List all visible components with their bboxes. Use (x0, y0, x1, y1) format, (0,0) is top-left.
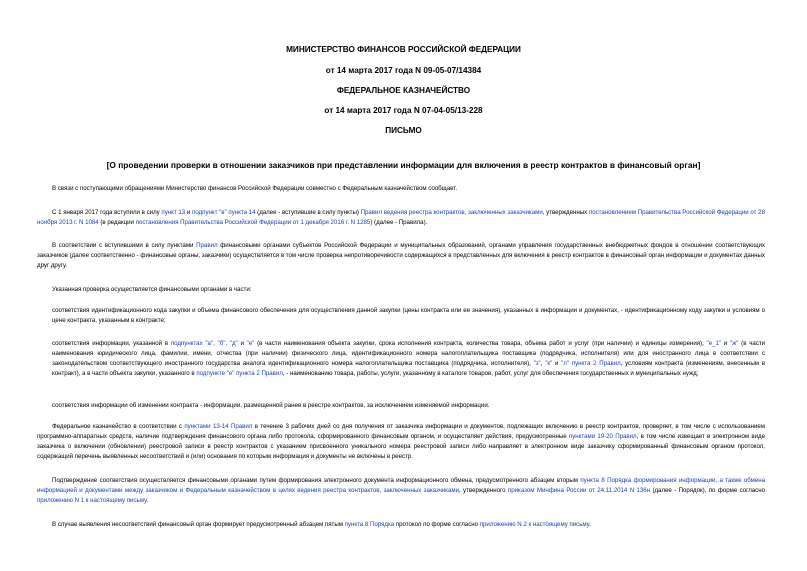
paragraph-confirmation (37, 476, 765, 506)
link-subpoint-l-point-2[interactable]: "л" пункта 2 Правил (561, 360, 621, 368)
ministry-reference: от 14 марта 2017 года N 09-05-07/14384 (325, 66, 482, 75)
paragraph-text: , утвержденных (542, 209, 589, 216)
paragraph-text: в течение 3 рабочих дней со дня получения от заказчика информации и документов, подлежащих включению в реестр контрактов, проверяет, в том числе с использованием программно-аппаратных средств, наличие подтверждения финансового органа либо протокола, сформированного финансовым органом, и осуществляет действия, предусмотренные (37, 423, 765, 441)
paragraph-text: (в части наименования юридического лица, фамилии, имени, отчества (при наличии) физического лица, идентификационного номера налогоплательщика поставщика (подрядчика, исполнителя) или для иностранного лица в соответствии с законодательством соответствующего иностранного государства аналога идентификационного номера налогоплательщика поставщика (подрядчика, исполнителя), (52, 340, 766, 368)
paragraph-text: , в том числе извещает в электронном виде заказчика о включении (обновлении) реестровой записи в реестр контрактов с указанием присвоенного уникального номера реестровой записи либо направляет в электронном виде заказчику сформированный финансовым органом протокол, содержащий перечень выявленных несоответствий и (или) основания по которым информация и документы не включены в реестр. (37, 433, 765, 461)
link-rules[interactable]: Правил (196, 242, 218, 249)
link-subpoint-e[interactable]: "е" (246, 340, 255, 347)
paragraph-text: и (552, 360, 562, 368)
paragraph-text: (в редакции (98, 219, 136, 227)
link-subpoints-a-b-d[interactable]: подпунктах "а", "б", "д" (170, 340, 238, 347)
link-point-8[interactable]: пункта 8 Порядка (344, 521, 395, 528)
link-subpoint-z[interactable]: "з" (533, 360, 541, 368)
ministry-title: МИНИСТЕРСТВО ФИНАНСОВ РОССИЙСКОЙ ФЕДЕРАЦИИ (286, 45, 521, 54)
paragraph-text: финансовыми органами субъектов Российской Федерации и муниципальных образований, органами управления государственных внебюджетных фондов в отношении соответствующих заказчиков (далее соответственно - финансовые органы, заказчики) осуществляется в том числе проверка непротиворечивости содержащихся в представленных для включения в реестр контрактов в финансовый орган информации и документах данных друг другу. (37, 242, 765, 270)
paragraph-text: В случае выявления несоответствий финансовый орган формирует предусмотренный абзацем пятым (52, 521, 345, 528)
paragraph-check-info (52, 339, 765, 379)
letter-subject: [О проведении проверки в отношении заказчиков при представлении информации для включения в реестр контрактов в финансовый орган] (106, 160, 701, 170)
link-points-19-20[interactable]: пунктами 19-20 Правил (568, 433, 637, 441)
paragraph-text: и (185, 209, 193, 216)
paragraph-text: и (721, 340, 730, 347)
paragraph-text: (далее - Порядок), по форме согласно (650, 487, 765, 495)
link-registry-rules[interactable]: Правил ведения реестра контрактов, заключенных заказчиками (360, 209, 543, 216)
paragraph-check-scope (37, 285, 765, 295)
link-resolution-1084[interactable]: постановлением Правительства Российской Федерации от 28 ноября 2013 г. N 1084 (37, 209, 765, 227)
paragraph-text: В соответствии с вступившими в силу пунктами (52, 242, 197, 249)
link-point-13[interactable]: пункт 13 (161, 209, 186, 216)
link-appendix-2[interactable]: приложению N 2 к настоящему письму (479, 521, 590, 528)
paragraph-text: соответствия идентификационного кода закупки и объема финансового обеспечения для осуществления данной закупки (цены контракта или ее значения), указанных в информации и документах, - идентификационному коду закупки и условиям о цене контракта, указанным в контракте; (52, 307, 765, 325)
paragraph-check-code (52, 306, 765, 326)
paragraph-text: , (540, 360, 546, 368)
link-subpoint-v-point-14[interactable]: подпункт "в" пункта 14 (192, 209, 256, 216)
paragraph-text: соответствия информации об изменении контракта - информации, размещенной ранее в реестре контрактов, за исключением изменяемой информации. (52, 402, 490, 409)
paragraph-text: и (237, 340, 247, 347)
link-point-8-procedure[interactable]: пункта 8 Порядка формирования информации, а также обмена информацией и документами между заказчиком и Федеральным казначейством в целях ведения реестра контрактов, заключенных заказчиками (37, 477, 766, 495)
paragraph-text: , условиям контракта (изменениям, внесенным в контракт), а в части объекта закупки, указанного в (52, 360, 765, 378)
paragraph-text: Указанная проверка осуществляется финансовыми органами в части: (52, 286, 252, 293)
link-subpoint-zh[interactable]: "ж" (729, 340, 739, 347)
paragraph-text: , утвержденного (458, 487, 508, 495)
link-appendix-1[interactable]: приложению N 1 к настоящему письму (37, 497, 147, 505)
link-subpoint-k[interactable]: "к" (545, 360, 553, 368)
paragraph-text: , - наименованию товара, работы, услуги, указанному в каталоге товаров, работ, услуг для обеспечения государственных и муниципальных нужд; (282, 370, 699, 378)
link-resolution-1285[interactable]: постановления Правительства Российской Федерации от 1 декабря 2016 г. N 1285 (135, 219, 371, 227)
paragraph-text: протокол по форме согласно (394, 521, 480, 528)
link-subpoint-e1[interactable]: "е_1" (706, 340, 722, 347)
link-points-13-14[interactable]: пунктами 13-14 Правил (184, 423, 253, 430)
paragraph-text: (далее - вступившие в силу пункты) (255, 209, 361, 216)
paragraph-text: С 1 января 2017 года вступили в силу (52, 209, 162, 216)
paragraph-check-change (52, 401, 765, 411)
paragraph-verification (37, 241, 765, 271)
paragraph-text: В связи с поступающими обращениями Министерство финансов Российской Федерации совместно с Федеральным казначейством сообщает. (52, 185, 458, 192)
paragraph-text: . (146, 497, 149, 505)
paragraph-text: ) (далее - Правила). (370, 219, 428, 227)
link-order-136n[interactable]: приказом Минфина России от 24.11.2014 N 136н (507, 487, 651, 495)
paragraph-text: . (589, 521, 591, 528)
paragraph-intro (37, 184, 765, 194)
paragraph-text: Федеральное казначейство в соответствии с (52, 423, 185, 430)
paragraph-treasury-check (37, 422, 765, 462)
paragraph-rules-effective (37, 208, 765, 228)
document-type: ПИСЬМО (385, 126, 422, 135)
link-subpoint-e-point-2[interactable]: подпункте "е" пункта 2 Правил (196, 370, 283, 378)
treasury-reference: от 14 марта 2017 года N 07-04-05/13-228 (324, 106, 483, 115)
paragraph-text: Подтверждение соответствия осуществляется финансовыми органами путем формирования электронного документа информационного обмена, предусмотренного абзацем вторым (52, 477, 581, 484)
paragraph-text: соответствия информации, указанной в (52, 340, 171, 347)
paragraph-protocol (37, 520, 765, 530)
paragraph-text: (в части наименования объекта закупки, срока исполнения контракта, количества товара, объема работ и услуг (при наличии) и единицы измерения), (254, 340, 707, 347)
treasury-title: ФЕДЕРАЛЬНОЕ КАЗНАЧЕЙСТВО (336, 86, 471, 95)
